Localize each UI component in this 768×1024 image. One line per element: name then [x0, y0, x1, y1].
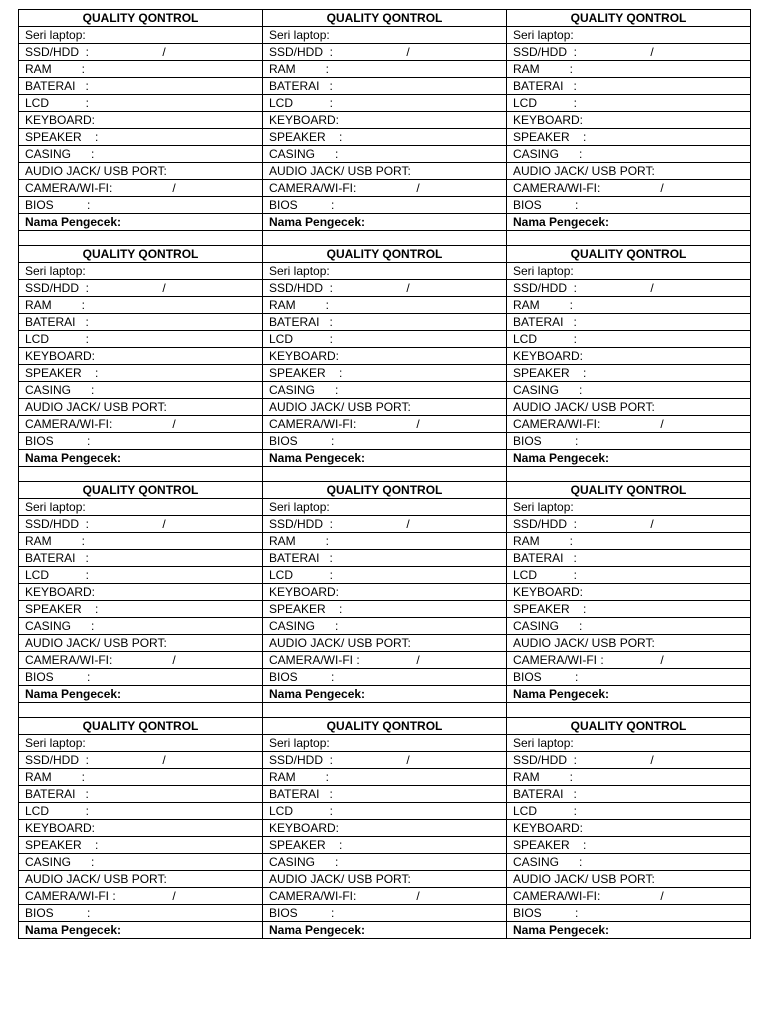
form-field[interactable]: Seri laptop:	[263, 263, 507, 280]
checker-name-field[interactable]: Nama Pengecek:	[19, 686, 263, 703]
quality-control-sheet	[18, 9, 751, 939]
form-title: QUALITY QONTROL	[263, 482, 507, 499]
form-field[interactable]: KEYBOARD:	[19, 820, 263, 837]
form-field[interactable]: CAMERA/WI-FI: /	[19, 416, 263, 433]
form-field-row	[19, 280, 751, 297]
form-field[interactable]: LCD :	[507, 803, 751, 820]
form-field-row	[19, 129, 751, 146]
form-field[interactable]: AUDIO JACK/ USB PORT:	[19, 163, 263, 180]
form-field-row	[19, 550, 751, 567]
empty-cell	[19, 231, 263, 246]
form-field[interactable]: BIOS :	[263, 197, 507, 214]
block-spacer-row	[19, 703, 751, 718]
form-field[interactable]: Seri laptop:	[19, 499, 263, 516]
form-field[interactable]: SPEAKER :	[263, 837, 507, 854]
form-field[interactable]: AUDIO JACK/ USB PORT:	[263, 635, 507, 652]
form-field[interactable]: SSD/HDD : /	[263, 280, 507, 297]
form-field[interactable]: LCD :	[263, 95, 507, 112]
form-field[interactable]: BATERAI :	[507, 78, 751, 95]
form-field-row	[19, 416, 751, 433]
form-field[interactable]: RAM :	[19, 533, 263, 550]
form-field[interactable]: LCD :	[507, 95, 751, 112]
form-field[interactable]: KEYBOARD:	[263, 348, 507, 365]
form-field[interactable]: Seri laptop:	[19, 735, 263, 752]
form-field[interactable]: BIOS :	[507, 669, 751, 686]
form-field-row	[19, 95, 751, 112]
form-field-row	[19, 331, 751, 348]
form-field[interactable]: RAM :	[507, 297, 751, 314]
form-field[interactable]: SSD/HDD : /	[19, 752, 263, 769]
form-field-row	[19, 44, 751, 61]
form-title: QUALITY QONTROL	[19, 482, 263, 499]
form-field[interactable]: SPEAKER :	[263, 129, 507, 146]
form-field-row	[19, 314, 751, 331]
sheet-body	[19, 10, 751, 939]
form-field[interactable]: SPEAKER :	[507, 365, 751, 382]
form-field[interactable]: CASING :	[263, 854, 507, 871]
form-title: QUALITY QONTROL	[507, 718, 751, 735]
form-field[interactable]: RAM :	[507, 533, 751, 550]
form-field[interactable]: SPEAKER :	[19, 365, 263, 382]
form-field[interactable]: RAM :	[263, 769, 507, 786]
empty-cell	[263, 703, 507, 718]
form-field-row	[19, 112, 751, 129]
form-field[interactable]: BATERAI :	[19, 786, 263, 803]
form-field[interactable]: CAMERA/WI-FI: /	[263, 888, 507, 905]
form-title-row	[19, 718, 751, 735]
form-field-row	[19, 197, 751, 214]
form-field[interactable]: SSD/HDD : /	[507, 752, 751, 769]
form-field[interactable]: SSD/HDD : /	[263, 516, 507, 533]
form-field[interactable]: SPEAKER :	[263, 365, 507, 382]
form-field-row	[19, 635, 751, 652]
form-field-row	[19, 382, 751, 399]
form-field[interactable]: KEYBOARD:	[507, 820, 751, 837]
form-field-row	[19, 567, 751, 584]
checker-name-field[interactable]: Nama Pengecek:	[507, 214, 751, 231]
form-field-row	[19, 652, 751, 669]
form-field[interactable]: CASING :	[507, 854, 751, 871]
form-field[interactable]: BIOS :	[19, 197, 263, 214]
form-title: QUALITY QONTROL	[507, 10, 751, 27]
checker-name-field[interactable]: Nama Pengecek:	[263, 214, 507, 231]
form-field-row	[19, 686, 751, 703]
form-field-row	[19, 888, 751, 905]
form-title: QUALITY QONTROL	[507, 482, 751, 499]
checker-name-field[interactable]: Nama Pengecek:	[507, 922, 751, 939]
form-field[interactable]: CAMERA/WI-FI : /	[507, 652, 751, 669]
form-field[interactable]: BATERAI :	[19, 550, 263, 567]
form-field[interactable]: AUDIO JACK/ USB PORT:	[263, 399, 507, 416]
form-field[interactable]: CASING :	[19, 854, 263, 871]
form-field-row	[19, 871, 751, 888]
form-title: QUALITY QONTROL	[263, 10, 507, 27]
form-field[interactable]: BATERAI :	[507, 786, 751, 803]
form-field[interactable]: BATERAI :	[19, 314, 263, 331]
form-field[interactable]: CAMERA/WI-FI: /	[507, 888, 751, 905]
form-field-row	[19, 516, 751, 533]
form-field[interactable]: CAMERA/WI-FI: /	[507, 416, 751, 433]
form-field[interactable]: SPEAKER :	[507, 601, 751, 618]
form-field-row	[19, 61, 751, 78]
form-field[interactable]: Seri laptop:	[263, 735, 507, 752]
form-field[interactable]: BATERAI :	[507, 314, 751, 331]
form-field-row	[19, 837, 751, 854]
form-field-row	[19, 769, 751, 786]
empty-cell	[19, 703, 263, 718]
form-field[interactable]: SPEAKER :	[19, 129, 263, 146]
empty-cell	[507, 231, 751, 246]
form-field-row	[19, 922, 751, 939]
form-field[interactable]: CASING :	[507, 618, 751, 635]
empty-cell	[19, 467, 263, 482]
form-field[interactable]: Seri laptop:	[507, 27, 751, 44]
form-field[interactable]: AUDIO JACK/ USB PORT:	[19, 635, 263, 652]
form-field[interactable]: RAM :	[507, 769, 751, 786]
form-field[interactable]: SSD/HDD : /	[507, 280, 751, 297]
form-field[interactable]: AUDIO JACK/ USB PORT:	[19, 871, 263, 888]
form-field[interactable]: RAM :	[263, 61, 507, 78]
form-field-row	[19, 786, 751, 803]
form-field[interactable]: Seri laptop:	[263, 499, 507, 516]
form-field-row	[19, 533, 751, 550]
form-field[interactable]: SPEAKER :	[507, 837, 751, 854]
form-field[interactable]: CAMERA/WI-FI : /	[263, 652, 507, 669]
empty-cell	[263, 231, 507, 246]
form-field[interactable]: BIOS :	[19, 669, 263, 686]
form-field[interactable]: SSD/HDD : /	[19, 516, 263, 533]
form-field[interactable]: SPEAKER :	[263, 601, 507, 618]
checker-name-field[interactable]: Nama Pengecek:	[19, 922, 263, 939]
form-field[interactable]: SPEAKER :	[19, 837, 263, 854]
form-field[interactable]: Seri laptop:	[19, 27, 263, 44]
form-field[interactable]: KEYBOARD:	[263, 112, 507, 129]
form-field[interactable]: CAMERA/WI-FI: /	[19, 180, 263, 197]
form-field-row	[19, 803, 751, 820]
form-field-row	[19, 78, 751, 95]
form-field[interactable]: BIOS :	[507, 905, 751, 922]
form-field[interactable]: SSD/HDD : /	[263, 44, 507, 61]
form-field-row	[19, 499, 751, 516]
form-field[interactable]: BIOS :	[19, 433, 263, 450]
form-field[interactable]: LCD :	[19, 803, 263, 820]
form-field[interactable]: AUDIO JACK/ USB PORT:	[263, 871, 507, 888]
form-field[interactable]: SPEAKER :	[507, 129, 751, 146]
form-field[interactable]: LCD :	[19, 567, 263, 584]
form-field[interactable]: SSD/HDD : /	[19, 44, 263, 61]
form-field[interactable]: RAM :	[19, 769, 263, 786]
form-field-row	[19, 735, 751, 752]
form-field-row	[19, 399, 751, 416]
checker-name-field[interactable]: Nama Pengecek:	[263, 450, 507, 467]
form-field-row	[19, 618, 751, 635]
form-field[interactable]: LCD :	[263, 567, 507, 584]
form-field[interactable]: BIOS :	[507, 433, 751, 450]
form-field[interactable]: AUDIO JACK/ USB PORT:	[507, 871, 751, 888]
form-title-row	[19, 246, 751, 263]
form-field[interactable]: BIOS :	[19, 905, 263, 922]
form-field[interactable]: CASING :	[19, 618, 263, 635]
checker-name-field[interactable]: Nama Pengecek:	[507, 450, 751, 467]
form-field[interactable]: RAM :	[19, 297, 263, 314]
form-field[interactable]: LCD :	[263, 331, 507, 348]
form-field[interactable]: CASING :	[507, 146, 751, 163]
checker-name-field[interactable]: Nama Pengecek:	[507, 686, 751, 703]
form-field[interactable]: KEYBOARD:	[263, 584, 507, 601]
form-field[interactable]: BATERAI :	[263, 550, 507, 567]
checker-name-field[interactable]: Nama Pengecek:	[19, 450, 263, 467]
form-title: QUALITY QONTROL	[263, 718, 507, 735]
form-field[interactable]: LCD :	[507, 331, 751, 348]
form-field[interactable]: RAM :	[19, 61, 263, 78]
form-title: QUALITY QONTROL	[19, 10, 263, 27]
form-field-row	[19, 214, 751, 231]
form-field[interactable]: BIOS :	[263, 433, 507, 450]
form-field[interactable]: AUDIO JACK/ USB PORT:	[19, 399, 263, 416]
form-field[interactable]: KEYBOARD:	[19, 348, 263, 365]
form-field-row	[19, 348, 751, 365]
form-field[interactable]: LCD :	[263, 803, 507, 820]
form-field[interactable]: Seri laptop:	[19, 263, 263, 280]
form-field-row	[19, 584, 751, 601]
form-field[interactable]: SPEAKER :	[19, 601, 263, 618]
form-field[interactable]: CASING :	[507, 382, 751, 399]
form-field-row	[19, 854, 751, 871]
form-field[interactable]: KEYBOARD:	[19, 112, 263, 129]
form-field[interactable]: AUDIO JACK/ USB PORT:	[263, 163, 507, 180]
form-field[interactable]: Seri laptop:	[507, 735, 751, 752]
form-field[interactable]: CASING :	[263, 618, 507, 635]
form-field[interactable]: RAM :	[263, 297, 507, 314]
form-field[interactable]: CAMERA/WI-FI : /	[19, 888, 263, 905]
form-field[interactable]: CASING :	[19, 382, 263, 399]
form-field[interactable]: SSD/HDD : /	[263, 752, 507, 769]
form-field[interactable]: LCD :	[19, 331, 263, 348]
form-title: QUALITY QONTROL	[19, 718, 263, 735]
form-field-row	[19, 263, 751, 280]
form-field-row	[19, 163, 751, 180]
checker-name-field[interactable]: Nama Pengecek:	[263, 922, 507, 939]
form-field[interactable]: KEYBOARD:	[507, 348, 751, 365]
form-field[interactable]: Seri laptop:	[507, 499, 751, 516]
form-field-row	[19, 180, 751, 197]
form-field[interactable]: CAMERA/WI-FI: /	[19, 652, 263, 669]
form-field[interactable]: RAM :	[263, 533, 507, 550]
form-field[interactable]: BATERAI :	[263, 78, 507, 95]
form-field[interactable]: CAMERA/WI-FI: /	[263, 416, 507, 433]
form-field[interactable]: CAMERA/WI-FI: /	[263, 180, 507, 197]
form-field[interactable]: KEYBOARD:	[507, 112, 751, 129]
checker-name-field[interactable]: Nama Pengecek:	[19, 214, 263, 231]
form-field-row	[19, 365, 751, 382]
form-field[interactable]: CASING :	[19, 146, 263, 163]
form-field[interactable]: KEYBOARD:	[263, 820, 507, 837]
form-field[interactable]: CASING :	[263, 146, 507, 163]
form-field-row	[19, 450, 751, 467]
empty-cell	[507, 703, 751, 718]
form-field[interactable]: AUDIO JACK/ USB PORT:	[507, 635, 751, 652]
form-field[interactable]: SSD/HDD : /	[507, 516, 751, 533]
empty-cell	[507, 467, 751, 482]
form-title: QUALITY QONTROL	[507, 246, 751, 263]
form-field[interactable]: Seri laptop:	[507, 263, 751, 280]
form-field[interactable]: SSD/HDD : /	[507, 44, 751, 61]
block-spacer-row	[19, 467, 751, 482]
form-field-row	[19, 297, 751, 314]
form-field[interactable]: BIOS :	[507, 197, 751, 214]
form-field[interactable]: AUDIO JACK/ USB PORT:	[507, 163, 751, 180]
form-field[interactable]: KEYBOARD:	[19, 584, 263, 601]
form-field[interactable]: Seri laptop:	[263, 27, 507, 44]
form-field[interactable]: SSD/HDD : /	[19, 280, 263, 297]
form-field[interactable]: BATERAI :	[19, 78, 263, 95]
form-field[interactable]: BIOS :	[263, 905, 507, 922]
form-title: QUALITY QONTROL	[19, 246, 263, 263]
form-field-row	[19, 905, 751, 922]
form-field-row	[19, 752, 751, 769]
form-title-row	[19, 482, 751, 499]
form-field-row	[19, 146, 751, 163]
empty-cell	[263, 467, 507, 482]
form-field-row	[19, 433, 751, 450]
form-field-row	[19, 820, 751, 837]
form-field[interactable]: KEYBOARD:	[507, 584, 751, 601]
form-field[interactable]: BATERAI :	[263, 786, 507, 803]
checker-name-field[interactable]: Nama Pengecek:	[263, 686, 507, 703]
form-field-row	[19, 27, 751, 44]
form-field[interactable]: CAMERA/WI-FI: /	[507, 180, 751, 197]
form-field[interactable]: RAM :	[507, 61, 751, 78]
form-field-row	[19, 601, 751, 618]
form-field[interactable]: AUDIO JACK/ USB PORT:	[507, 399, 751, 416]
form-title-row	[19, 10, 751, 27]
form-title: QUALITY QONTROL	[263, 246, 507, 263]
form-field[interactable]: BATERAI :	[263, 314, 507, 331]
form-field[interactable]: BIOS :	[263, 669, 507, 686]
form-field[interactable]: CASING :	[263, 382, 507, 399]
form-field[interactable]: BATERAI :	[507, 550, 751, 567]
form-field[interactable]: LCD :	[507, 567, 751, 584]
form-field[interactable]: LCD :	[19, 95, 263, 112]
form-field-row	[19, 669, 751, 686]
block-spacer-row	[19, 231, 751, 246]
